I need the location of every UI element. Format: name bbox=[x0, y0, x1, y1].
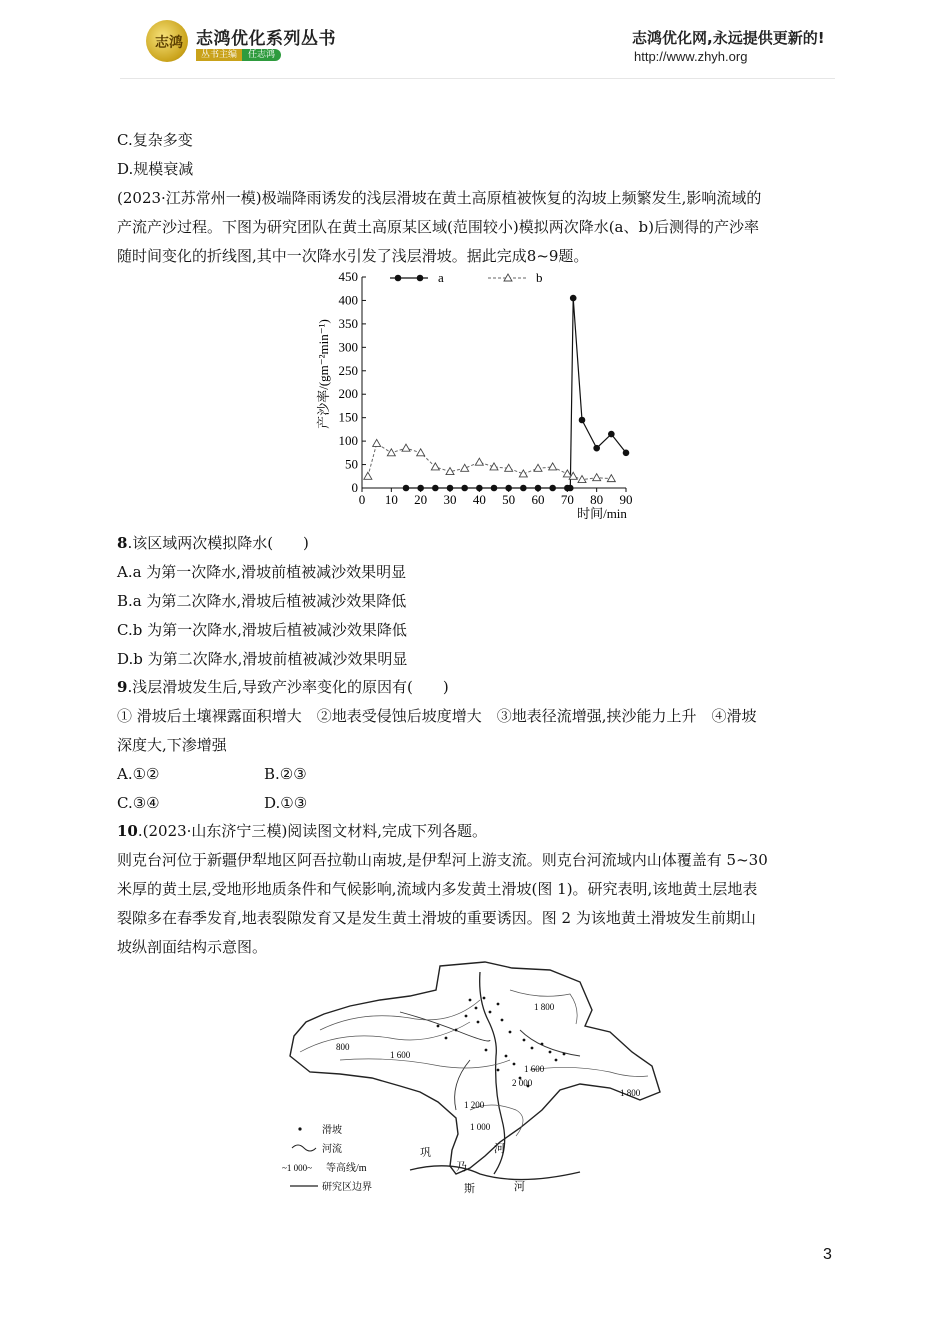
legend-river: 河流 bbox=[322, 1144, 342, 1155]
label-2000: 2 000 bbox=[512, 1078, 533, 1088]
contour-line-2 bbox=[320, 1000, 480, 1030]
map-legend bbox=[282, 1123, 372, 1193]
slogan: 志鸿优化网,永远提供更新的! bbox=[632, 29, 825, 47]
label-1800-top: 1 800 bbox=[534, 1002, 555, 1012]
y-tick-label: 200 bbox=[338, 386, 358, 402]
series-b-point bbox=[364, 472, 372, 479]
q9-option-a[interactable]: A.①② bbox=[117, 765, 160, 783]
y-tick-label: 450 bbox=[338, 269, 358, 284]
series-b-point bbox=[534, 464, 542, 471]
q9-stem bbox=[117, 673, 449, 702]
series-b-point bbox=[578, 476, 586, 483]
legend-river-icon bbox=[292, 1145, 316, 1151]
series-b-point bbox=[549, 463, 557, 470]
x-tick-label: 50 bbox=[502, 492, 516, 507]
y-tick-label: 350 bbox=[338, 315, 358, 331]
river-label-gong: 巩 bbox=[420, 1147, 431, 1159]
series-b-point bbox=[402, 444, 410, 451]
river-tributary-1 bbox=[400, 1012, 490, 1041]
chart-series bbox=[364, 295, 629, 492]
series-b-point bbox=[431, 463, 439, 470]
q9-items-line1: ① 滑坡后土壤裸露面积增大 ②地表受侵蚀后坡度增大 ③地表径流增强,挟沙能力上升 ④滑坡 bbox=[117, 707, 757, 725]
river-label-nai: 乃 bbox=[456, 1161, 467, 1173]
prev-option-c: C.复杂多变 bbox=[117, 131, 193, 149]
series-b-point bbox=[387, 449, 395, 456]
y-tick-label: 0 bbox=[351, 480, 358, 495]
y-tick-label: 250 bbox=[338, 362, 358, 378]
x-tick-label: 10 bbox=[384, 492, 398, 507]
x-tick-label: 80 bbox=[590, 492, 604, 507]
q10-line1: 则克台河位于新疆伊犁地区阿吾拉勒山南坡,是伊犁河上游支流。则克台河流域内山体覆盖有 5~30 bbox=[117, 851, 768, 869]
x-tick-label: 90 bbox=[619, 492, 633, 507]
chart-axes bbox=[339, 269, 633, 507]
y-tick-label: 400 bbox=[338, 292, 358, 308]
q9-stem-text: .浅层滑坡发生后,导致产沙率变化的原因有( ) bbox=[127, 678, 449, 696]
label-1600-center: 1 600 bbox=[524, 1064, 545, 1074]
y-tick-label: 150 bbox=[338, 409, 358, 425]
q10-stem bbox=[117, 817, 487, 846]
label-1800-right: 1 800 bbox=[620, 1088, 641, 1098]
legend-contour: 等高线/m bbox=[326, 1163, 367, 1174]
passage1-line2: 产流产沙过程。下图为研究团队在黄土高原某区域(范围较小)模拟两次降水(a、b)后测得的产沙率 bbox=[117, 218, 759, 236]
x-tick-label: 20 bbox=[414, 492, 428, 507]
q10-line3: 裂隙多在春季发育,地表裂隙发育又是发生黄土滑坡的重要诱因。图 2 为该地黄土滑坡发生前期山 bbox=[117, 909, 756, 927]
page-header bbox=[0, 0, 950, 80]
legend-landslide: 滑坡 bbox=[322, 1125, 342, 1136]
x-tick-label: 40 bbox=[472, 492, 486, 507]
landslide-map bbox=[280, 960, 670, 1200]
series-a-point bbox=[549, 485, 556, 492]
q10-number: 10 bbox=[117, 822, 138, 840]
q10-stem-text: .(2023·山东济宁三模)阅读图文材料,完成下列各题。 bbox=[137, 822, 488, 840]
q9-option-d[interactable]: D.①③ bbox=[264, 794, 308, 812]
chart-xlabel: 时间/min bbox=[577, 506, 627, 521]
q8-stem-text: .该区域两次模拟降水( ) bbox=[127, 534, 309, 552]
series-a-point bbox=[593, 445, 600, 452]
header-divider bbox=[120, 78, 835, 79]
q8-option-a[interactable]: A.a 为第一次降水,滑坡前植被减沙效果明显 bbox=[117, 563, 407, 581]
contour-line-5 bbox=[530, 1067, 648, 1076]
series-a-point bbox=[520, 485, 527, 492]
series-a-point bbox=[417, 485, 424, 492]
series-a-point bbox=[579, 417, 586, 424]
x-tick-label: 30 bbox=[443, 492, 457, 507]
river-label-si: 斯 bbox=[464, 1183, 475, 1195]
legend-boundary: 研究区边界 bbox=[322, 1182, 372, 1193]
x-tick-label: 0 bbox=[358, 492, 366, 507]
q10-line4: 坡纵剖面结构示意图。 bbox=[117, 938, 268, 956]
contour-line-3 bbox=[340, 1059, 510, 1068]
series-a-point bbox=[403, 485, 410, 492]
label-1200: 1 200 bbox=[464, 1100, 485, 1110]
river-label-he-2: 河 bbox=[514, 1181, 525, 1193]
q8-stem bbox=[117, 529, 309, 558]
chart-legend bbox=[390, 270, 543, 285]
x-tick-label: 70 bbox=[560, 492, 574, 507]
logo-icon bbox=[146, 20, 188, 62]
q8-option-b[interactable]: B.a 为第二次降水,滑坡后植被减沙效果降低 bbox=[117, 592, 407, 610]
chart-ylabel: 产沙率/(gm⁻²min⁻¹) bbox=[316, 319, 331, 429]
series-a-point bbox=[505, 485, 512, 492]
series-a-point bbox=[535, 485, 542, 492]
passage1-line1: (2023·江苏常州一模)极端降雨诱发的浅层滑坡在黄土高原植被恢复的沟坡上频繁发生,影响流域的 bbox=[117, 189, 762, 207]
q9-number: 9 bbox=[117, 678, 128, 696]
label-1600-left: 1 600 bbox=[390, 1050, 411, 1060]
series-a-point bbox=[447, 485, 454, 492]
page-number: 3 bbox=[823, 1246, 832, 1263]
series-a-point bbox=[570, 295, 577, 302]
legend-a-marker bbox=[417, 275, 424, 282]
prev-option-d: D.规模衰减 bbox=[117, 160, 194, 178]
label-800: 800 bbox=[336, 1042, 350, 1052]
series-b-point bbox=[593, 474, 601, 481]
q10-line2: 米厚的黄土层,受地形地质条件和气候影响,流域内多发黄土滑坡(图 1)。研究表明,该地黄土层地表 bbox=[117, 880, 758, 898]
series-a-point bbox=[608, 431, 615, 438]
series-b-point bbox=[417, 449, 425, 456]
q8-option-d[interactable]: D.b 为第二次降水,滑坡前植被减沙效果明显 bbox=[117, 650, 408, 668]
y-tick-label: 300 bbox=[338, 339, 358, 355]
series-b-point bbox=[373, 439, 381, 446]
sediment-rate-chart bbox=[310, 266, 650, 524]
q9-items-line2: 深度大,下渗增强 bbox=[117, 736, 227, 754]
series-b-point bbox=[519, 470, 527, 477]
series-b-point bbox=[607, 475, 615, 482]
river-label-he-1: 河 bbox=[494, 1143, 505, 1155]
series-a-point bbox=[567, 485, 574, 492]
q8-option-c[interactable]: C.b 为第一次降水,滑坡后植被减沙效果降低 bbox=[117, 621, 407, 639]
series-a-line bbox=[406, 298, 626, 488]
series-b-point bbox=[461, 464, 469, 471]
q9-option-c[interactable]: C.③④ bbox=[117, 794, 160, 812]
brand-title: 志鸿优化系列丛书 bbox=[196, 29, 336, 49]
series-a-point bbox=[461, 485, 468, 492]
x-tick-label: 60 bbox=[531, 492, 545, 507]
editor-label: 丛书主编 bbox=[196, 49, 242, 61]
label-1000: 1 000 bbox=[470, 1122, 491, 1132]
legend-contour-sample: ~1 000~ bbox=[282, 1163, 312, 1173]
series-b-point bbox=[475, 458, 483, 465]
legend-b-label: b bbox=[536, 270, 543, 285]
editor-name: 任志鸿 bbox=[242, 49, 281, 61]
series-a-point bbox=[476, 485, 483, 492]
editor-bar bbox=[196, 49, 281, 61]
passage1-line3: 随时间变化的折线图,其中一次降水引发了浅层滑坡。据此完成8~9题。 bbox=[117, 247, 589, 265]
series-a-point bbox=[432, 485, 439, 492]
legend-a-marker bbox=[395, 275, 402, 282]
legend-a-label: a bbox=[438, 270, 444, 285]
y-tick-label: 100 bbox=[338, 433, 358, 449]
q8-number: 8 bbox=[117, 534, 128, 552]
logo-text: 志鸿 bbox=[155, 35, 183, 51]
series-a-point bbox=[491, 485, 498, 492]
y-tick-label: 50 bbox=[345, 456, 358, 472]
legend-landslide-dot bbox=[298, 1127, 301, 1130]
q9-option-b[interactable]: B.②③ bbox=[264, 765, 307, 783]
series-a-point bbox=[623, 450, 630, 457]
site-url[interactable]: http://www.zhyh.org bbox=[634, 49, 748, 64]
